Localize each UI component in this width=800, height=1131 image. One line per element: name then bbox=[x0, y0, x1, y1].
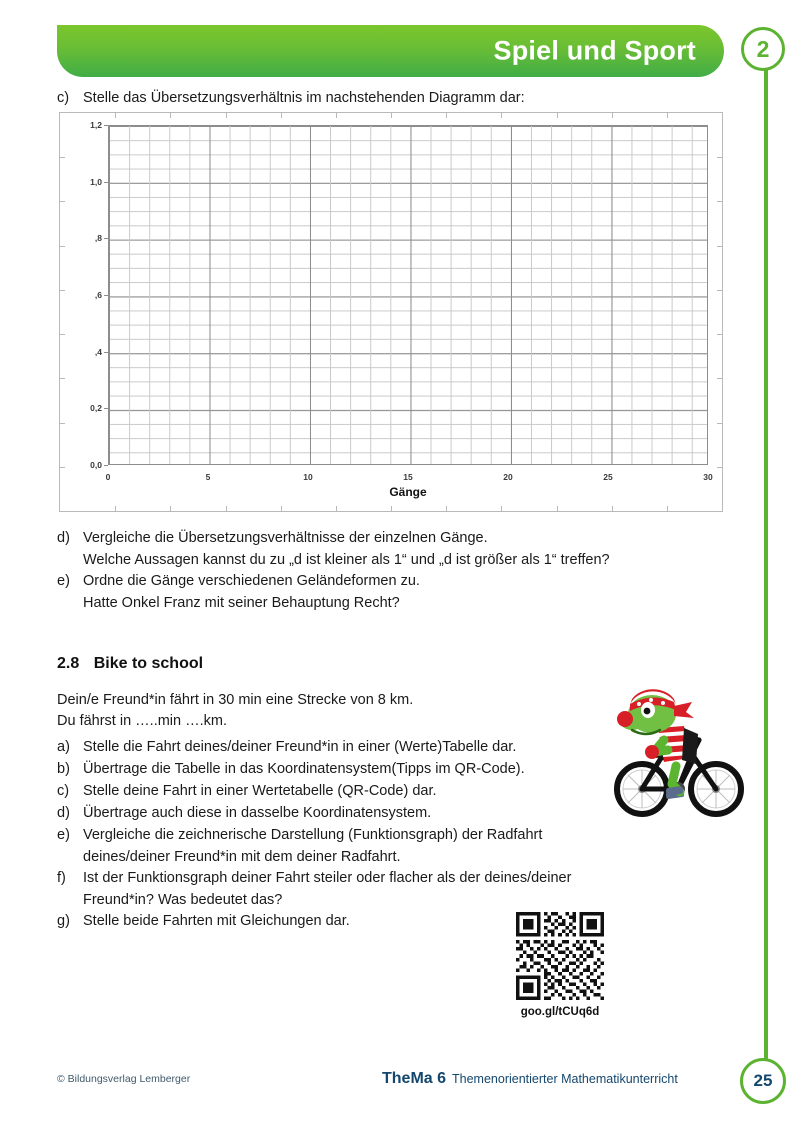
chart-frame-tick bbox=[717, 201, 722, 202]
chart-frame-tick bbox=[667, 113, 668, 118]
chart-frame-tick bbox=[115, 506, 116, 511]
y-axis-tick-label: 0,0 bbox=[90, 460, 102, 470]
footer-brand: TheMa 6 bbox=[382, 1070, 447, 1087]
chart-frame-tick bbox=[60, 157, 65, 158]
task-marker: d) bbox=[57, 530, 70, 546]
chapter-vertical-rule bbox=[764, 70, 768, 1060]
chart-frame-tick bbox=[336, 113, 337, 118]
task-text: Stelle das Übersetzungsverhältnis im nachstehenden Diagramm dar: bbox=[83, 90, 525, 106]
task-marker: f) bbox=[57, 870, 66, 886]
chart-frame-tick bbox=[336, 506, 337, 511]
task-gear-item bbox=[57, 528, 727, 549]
chart-frame-tick bbox=[391, 113, 392, 118]
x-axis-tick-label: 0 bbox=[105, 472, 111, 482]
y-axis-tick-label: 1,0 bbox=[90, 176, 102, 187]
chart-frame-tick bbox=[717, 423, 722, 424]
section-title: Bike to school bbox=[93, 655, 204, 672]
chart-frame-tick bbox=[446, 506, 447, 511]
plot-grid bbox=[108, 125, 708, 465]
x-axis-tick-label: 5 bbox=[205, 472, 211, 482]
task-marker: g) bbox=[57, 913, 70, 929]
task-text: Vergleiche die zeichnerische Darstellung (Funktionsgraph) der Radfahrt bbox=[83, 827, 543, 843]
task-gear-item bbox=[57, 571, 727, 592]
chart-frame-tick bbox=[501, 506, 502, 511]
chart-frame-tick bbox=[717, 334, 722, 335]
chart-frame-tick bbox=[60, 334, 65, 335]
task-marker: a) bbox=[57, 739, 70, 755]
task-marker: d) bbox=[57, 805, 70, 821]
chart-frame-tick bbox=[557, 113, 558, 118]
task-marker: c) bbox=[57, 90, 70, 106]
chart-frame-tick bbox=[60, 246, 65, 247]
x-axis-tick-label: 25 bbox=[603, 472, 613, 482]
y-axis-tick-label: 0,2 bbox=[90, 403, 102, 414]
tasks-bike-list bbox=[57, 737, 647, 933]
chart-frame-tick bbox=[717, 246, 722, 247]
cyclist-illustration bbox=[606, 688, 746, 822]
task-bike-item bbox=[57, 825, 647, 846]
gear-ratio-chart bbox=[59, 112, 723, 512]
chart-frame-tick bbox=[717, 467, 722, 468]
chart-frame-tick bbox=[501, 113, 502, 118]
task-text: Übertrage die Tabelle in das Koordinatensystem(Tipps im QR-Code). bbox=[83, 761, 525, 777]
prompt-c bbox=[57, 88, 717, 109]
x-axis-tick-label: 10 bbox=[303, 472, 313, 482]
x-axis-tick-label: 20 bbox=[503, 472, 513, 482]
task-text: Vergleiche die Übersetzungsverhältnisse der einzelnen Gänge. bbox=[83, 530, 488, 546]
chart-frame-tick bbox=[446, 113, 447, 118]
section-heading bbox=[57, 655, 203, 673]
chart-frame-tick bbox=[717, 157, 722, 158]
chart-frame-tick bbox=[281, 506, 282, 511]
chart-frame-tick bbox=[170, 506, 171, 511]
task-bike-item bbox=[57, 759, 647, 780]
task-marker: e) bbox=[57, 573, 70, 589]
task-bike-item bbox=[57, 803, 647, 824]
chart-frame-tick bbox=[281, 113, 282, 118]
plot-wrapper bbox=[90, 120, 713, 499]
task-continuation: Freund*in? Was bedeutet das? bbox=[83, 892, 283, 908]
task-continuation: Hatte Onkel Franz mit seiner Behauptung Recht? bbox=[83, 595, 400, 611]
qr-code-block[interactable] bbox=[512, 912, 608, 1018]
task-bike-item bbox=[57, 868, 647, 889]
task-bike-item bbox=[57, 737, 647, 758]
intro-line-1: Dein/e Freund*in fährt in 30 min eine Strecke von 8 km. bbox=[57, 692, 414, 708]
x-axis-tick-label: 30 bbox=[703, 472, 713, 482]
footer-copyright: © Bildungsverlag Lemberger bbox=[57, 1073, 191, 1085]
y-axis-tick-label: ,4 bbox=[94, 346, 102, 357]
chart-frame-tick bbox=[170, 113, 171, 118]
section-number: 2.8 bbox=[57, 655, 80, 672]
section-intro bbox=[57, 690, 597, 732]
chart-frame-tick bbox=[557, 506, 558, 511]
footer-tagline: Themenorientierter Mathematikunterricht bbox=[452, 1072, 678, 1086]
task-continuation: Welche Aussagen kannst du zu „d ist kleiner als 1“ und „d ist größer als 1“ treffen? bbox=[83, 552, 610, 568]
tasks-gear-list bbox=[57, 528, 727, 614]
task-continuation: deines/deiner Freund*in mit dem deiner Radfahrt. bbox=[83, 849, 401, 865]
task-text: Übertrage auch diese in dasselbe Koordinatensystem. bbox=[83, 805, 432, 821]
y-axis-tick-label: 1,2 bbox=[90, 120, 102, 130]
chapter-number-badge: 2 bbox=[741, 27, 785, 71]
x-axis-title: Gänge bbox=[389, 485, 427, 499]
task-text: Stelle beide Fahrten mit Gleichungen dar. bbox=[83, 913, 350, 929]
x-axis-tick-label: 15 bbox=[403, 472, 413, 482]
chart-frame-tick bbox=[60, 201, 65, 202]
y-axis-tick-label: ,8 bbox=[94, 233, 102, 244]
intro-line-2: Du fährst in …..min ….km. bbox=[57, 713, 228, 729]
footer-brand-block bbox=[382, 1070, 678, 1088]
chart-frame-tick bbox=[717, 290, 722, 291]
page-title: Spiel und Sport bbox=[493, 35, 696, 66]
page-number-badge: 25 bbox=[740, 1058, 786, 1104]
chart-frame-tick bbox=[60, 290, 65, 291]
chart-frame-tick bbox=[115, 113, 116, 118]
chart-frame-tick bbox=[226, 506, 227, 511]
task-text: Ordne die Gänge verschiedenen Geländeformen zu. bbox=[83, 573, 420, 589]
chart-frame-tick bbox=[667, 506, 668, 511]
qr-code-caption: goo.gl/tCUq6d bbox=[520, 1006, 600, 1018]
chart-frame-tick bbox=[60, 378, 65, 379]
chart-frame-tick bbox=[391, 506, 392, 511]
chart-frame-tick bbox=[612, 506, 613, 511]
chart-frame-tick bbox=[226, 113, 227, 118]
chart-frame-tick bbox=[612, 113, 613, 118]
chart-frame-tick bbox=[717, 378, 722, 379]
task-text: Ist der Funktionsgraph deiner Fahrt steiler oder flacher als der deines/deiner bbox=[83, 870, 572, 886]
y-axis-tick-label: ,6 bbox=[94, 290, 102, 300]
chart-frame-tick bbox=[60, 423, 65, 424]
header-banner bbox=[57, 25, 724, 77]
task-marker: e) bbox=[57, 827, 70, 843]
task-marker: b) bbox=[57, 761, 70, 777]
task-bike-item bbox=[57, 781, 647, 802]
task-text: Stelle die Fahrt deines/deiner Freund*in in einer (Werte)Tabelle dar. bbox=[83, 739, 517, 755]
chart-frame-tick bbox=[60, 467, 65, 468]
task-text: Stelle deine Fahrt in einer Wertetabelle (QR-Code) dar. bbox=[83, 783, 437, 799]
qr-code-image[interactable] bbox=[516, 912, 604, 1000]
task-marker: c) bbox=[57, 783, 70, 799]
